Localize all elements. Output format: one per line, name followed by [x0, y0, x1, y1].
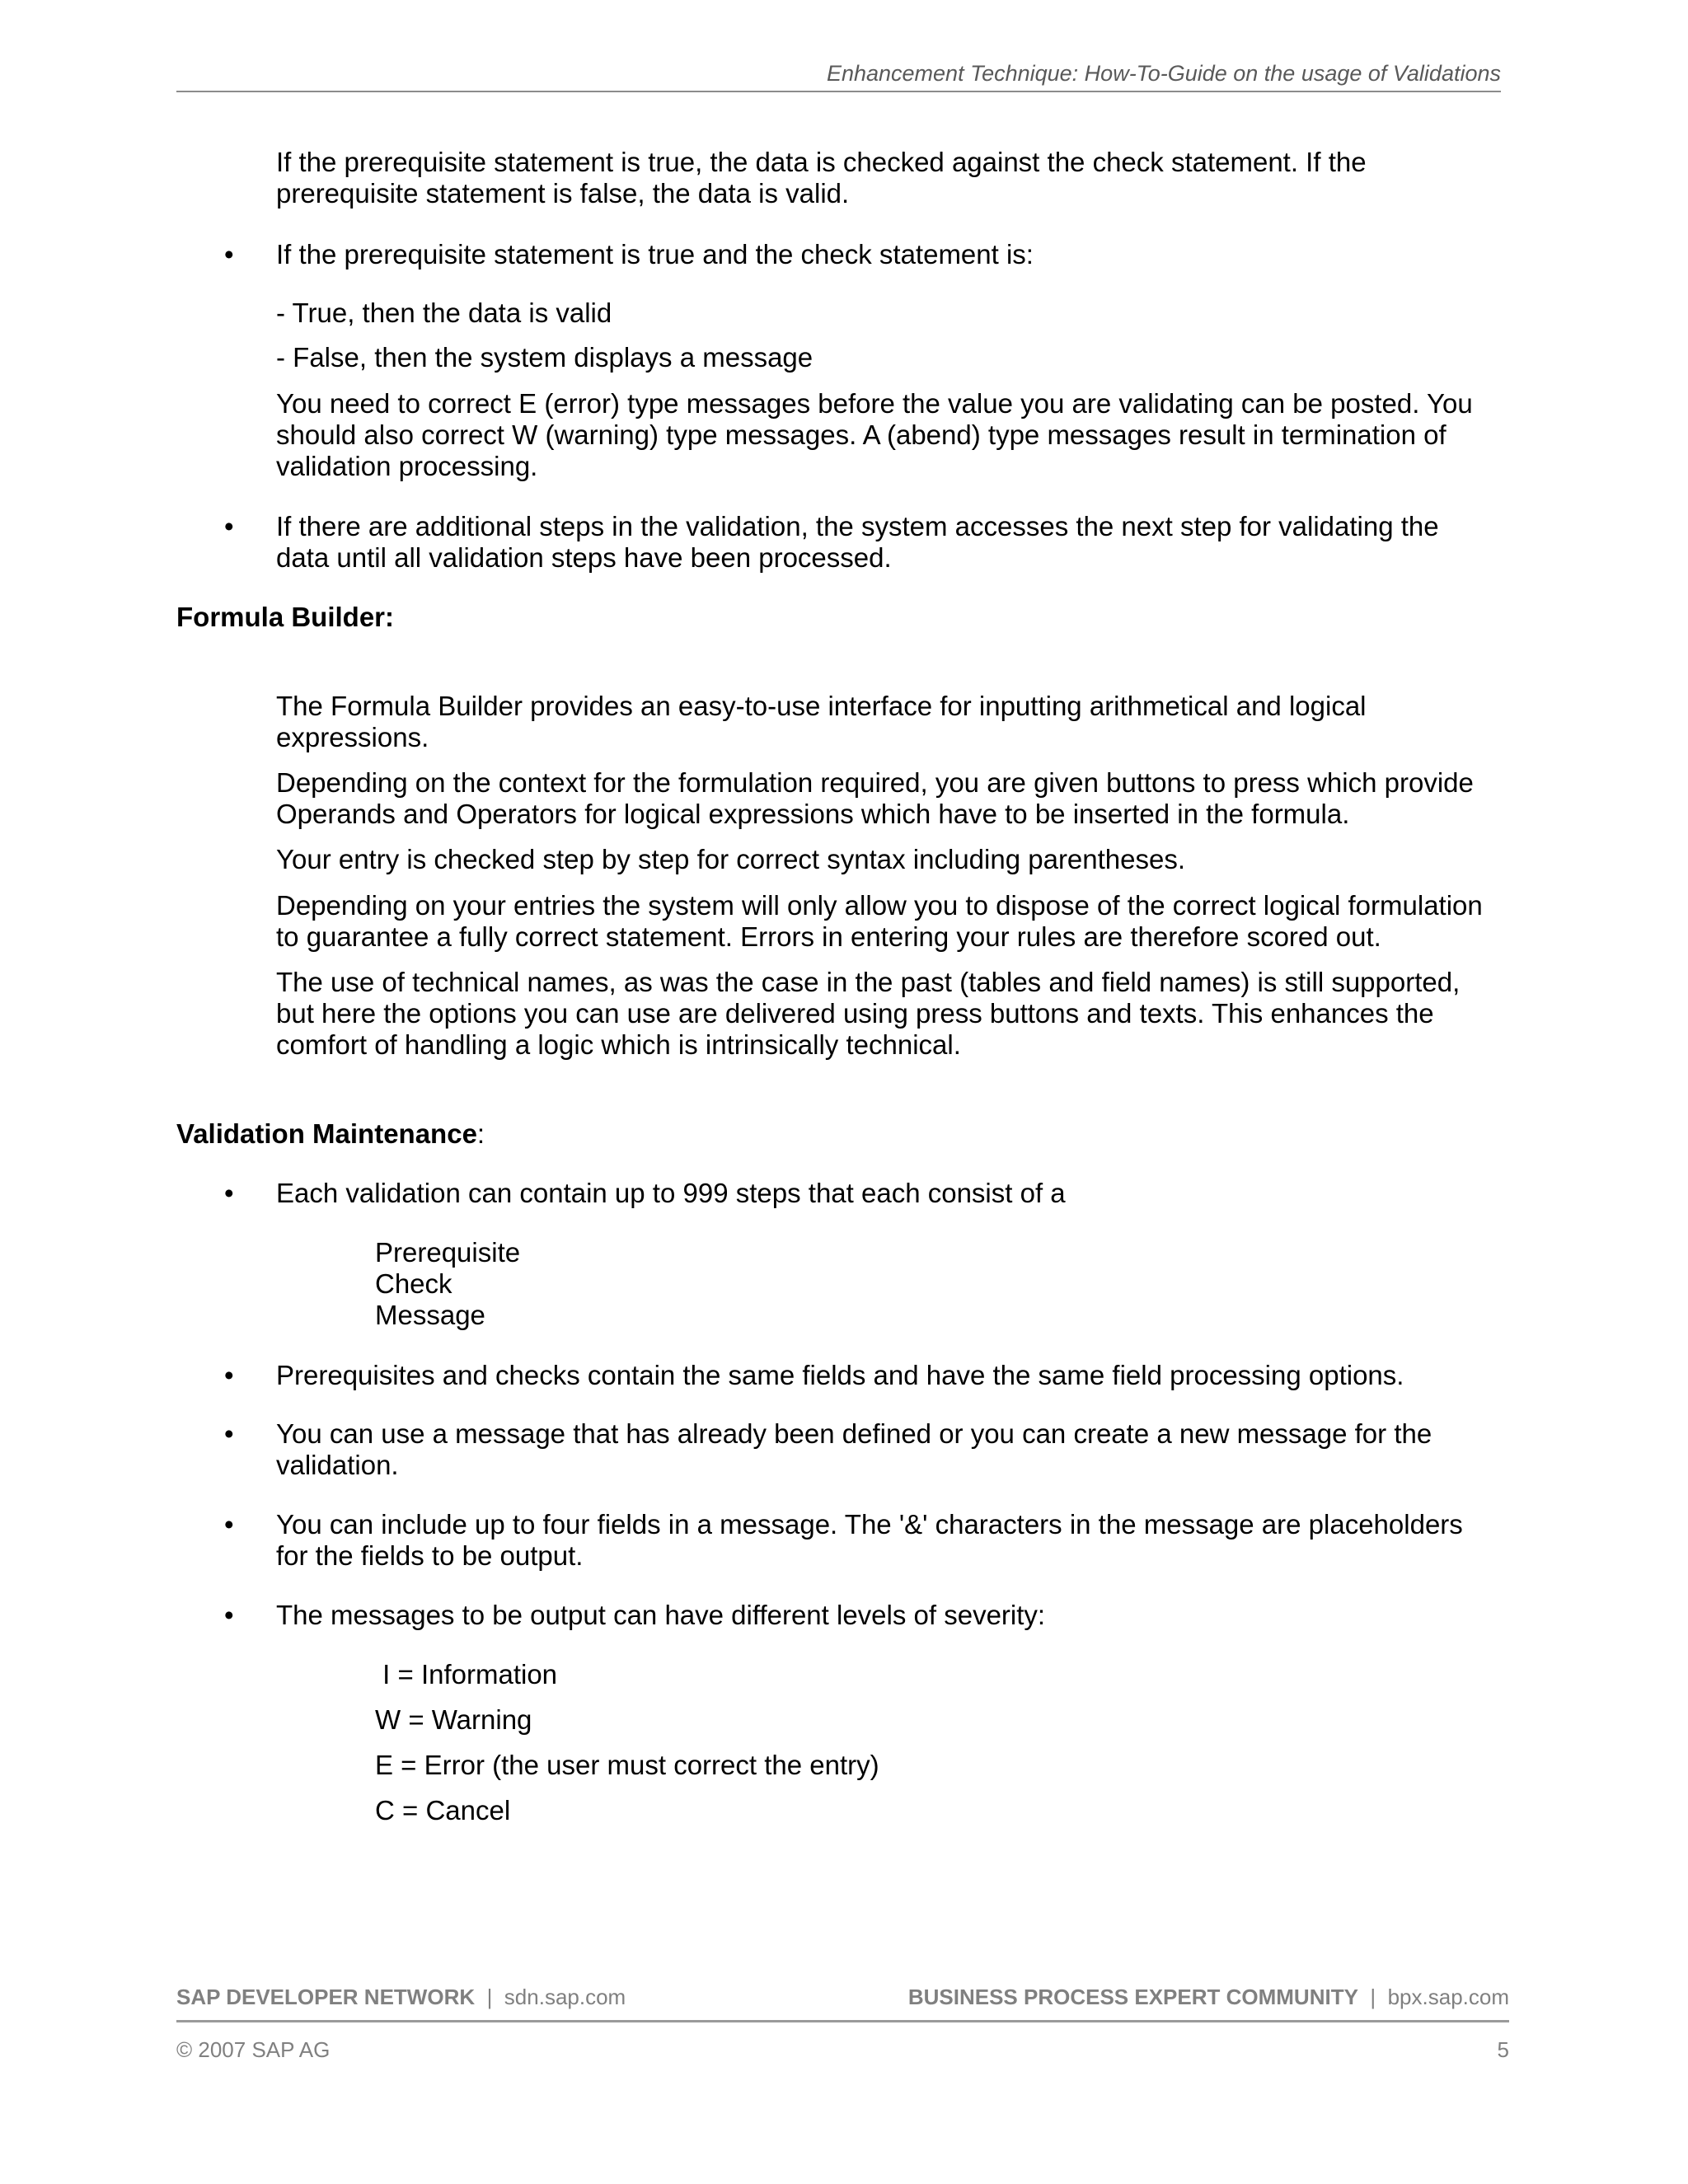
formula-builder-paragraph-line: Depending on your entries the system will only allow you to dispose of the correct logical formulation — [276, 890, 1483, 921]
footer-left — [176, 1985, 626, 2009]
footer-separator: | — [486, 1985, 493, 2009]
copyright: © 2007 SAP AG — [176, 2037, 331, 2062]
bullet-text: If there are additional steps in the validation, the system accesses the next step for validating the — [276, 511, 1439, 541]
bullet-text: The messages to be output can have different levels of severity: — [276, 1600, 1046, 1630]
formula-builder-paragraph-line: The Formula Builder provides an easy-to-use interface for inputting arithmetical and logical — [276, 691, 1367, 721]
formula-builder-paragraph-line: expressions. — [276, 722, 429, 752]
formula-builder-paragraph-line: but here the options you can use are delivered using press buttons and texts. This enhances the — [276, 998, 1434, 1029]
bullet-marker: • — [224, 1600, 234, 1630]
bullet-text: Each validation can contain up to 999 steps that each consist of a — [276, 1178, 1066, 1208]
message-types-line: You need to correct E (error) type messages before the value you are validating can be posted. You — [276, 388, 1473, 419]
message-types-line: validation processing. — [276, 451, 538, 481]
bullet-marker: • — [224, 1418, 234, 1449]
footer-right — [908, 1985, 1509, 2009]
footer-sdn-label: SAP DEVELOPER NETWORK — [176, 1985, 476, 2009]
intro-paragraph-line: If the prerequisite statement is true, the data is checked against the check statement. If the — [276, 147, 1367, 177]
bullet-text: validation. — [276, 1450, 399, 1480]
severity-item: I = Information — [375, 1659, 558, 1690]
footer-sdn-url: sdn.sap.com — [504, 1985, 626, 2009]
bullet-text: You can use a message that has already been defined or you can create a new message for the — [276, 1418, 1432, 1449]
step-item: Prerequisite — [375, 1237, 521, 1268]
formula-builder-paragraph-line: The use of technical names, as was the case in the past (tables and field names) is still supported, — [276, 967, 1461, 997]
running-header-title: Enhancement Technique: How-To-Guide on the usage of Validations — [826, 61, 1501, 86]
bullet-marker: • — [224, 1509, 234, 1540]
bullet-text: data until all validation steps have been processed. — [276, 542, 892, 573]
message-types-line: should also correct W (warning) type messages. A (abend) type messages result in termination of — [276, 419, 1447, 450]
bullet-text: for the fields to be output. — [276, 1540, 584, 1571]
footer-divider — [176, 2020, 1509, 2022]
dash-item: - False, then the system displays a message — [276, 342, 814, 373]
page-number: 5 — [1497, 2037, 1509, 2062]
heading-colon: : — [476, 1118, 485, 1149]
step-item: Check — [375, 1268, 452, 1299]
header-divider — [176, 91, 1501, 92]
formula-builder-paragraph-line: Depending on the context for the formulation required, you are given buttons to press which provide — [276, 767, 1474, 798]
severity-item: W = Warning — [375, 1704, 532, 1735]
step-item: Message — [375, 1300, 485, 1330]
severity-item: E = Error (the user must correct the entry) — [375, 1750, 879, 1780]
bullet-text: Prerequisites and checks contain the same fields and have the same field processing options. — [276, 1360, 1404, 1390]
formula-builder-paragraph-line: Your entry is checked step by step for correct syntax including parentheses. — [276, 844, 1186, 874]
bullet-text: If the prerequisite statement is true and the check statement is: — [276, 239, 1034, 269]
bullet-marker: • — [224, 1360, 234, 1390]
footer-separator: | — [1370, 1985, 1376, 2009]
formula-builder-paragraph-line: to guarantee a fully correct statement. Errors in entering your rules are therefore scored out. — [276, 921, 1381, 952]
footer-bpx-label: BUSINESS PROCESS EXPERT COMMUNITY — [907, 1985, 1358, 2009]
bullet-text: You can include up to four fields in a message. The '&' characters in the message are placeholders — [276, 1509, 1463, 1540]
dash-item: - True, then the data is valid — [276, 298, 612, 328]
formula-builder-heading: Formula Builder: — [176, 602, 395, 632]
intro-paragraph-line: prerequisite statement is false, the data is valid. — [276, 178, 850, 209]
bullet-marker: • — [224, 1178, 234, 1208]
bullet-marker: • — [224, 239, 234, 269]
validation-maintenance-heading — [176, 1118, 485, 1150]
formula-builder-paragraph-line: comfort of handling a logic which is intrinsically technical. — [276, 1029, 961, 1060]
severity-item: C = Cancel — [375, 1795, 511, 1825]
footer-bpx-url: bpx.sap.com — [1387, 1985, 1509, 2009]
formula-builder-paragraph-line: Operands and Operators for logical expressions which have to be inserted in the formula. — [276, 799, 1350, 829]
validation-maintenance-heading-text: Validation Maintenance — [176, 1118, 477, 1149]
bullet-marker: • — [224, 511, 234, 541]
